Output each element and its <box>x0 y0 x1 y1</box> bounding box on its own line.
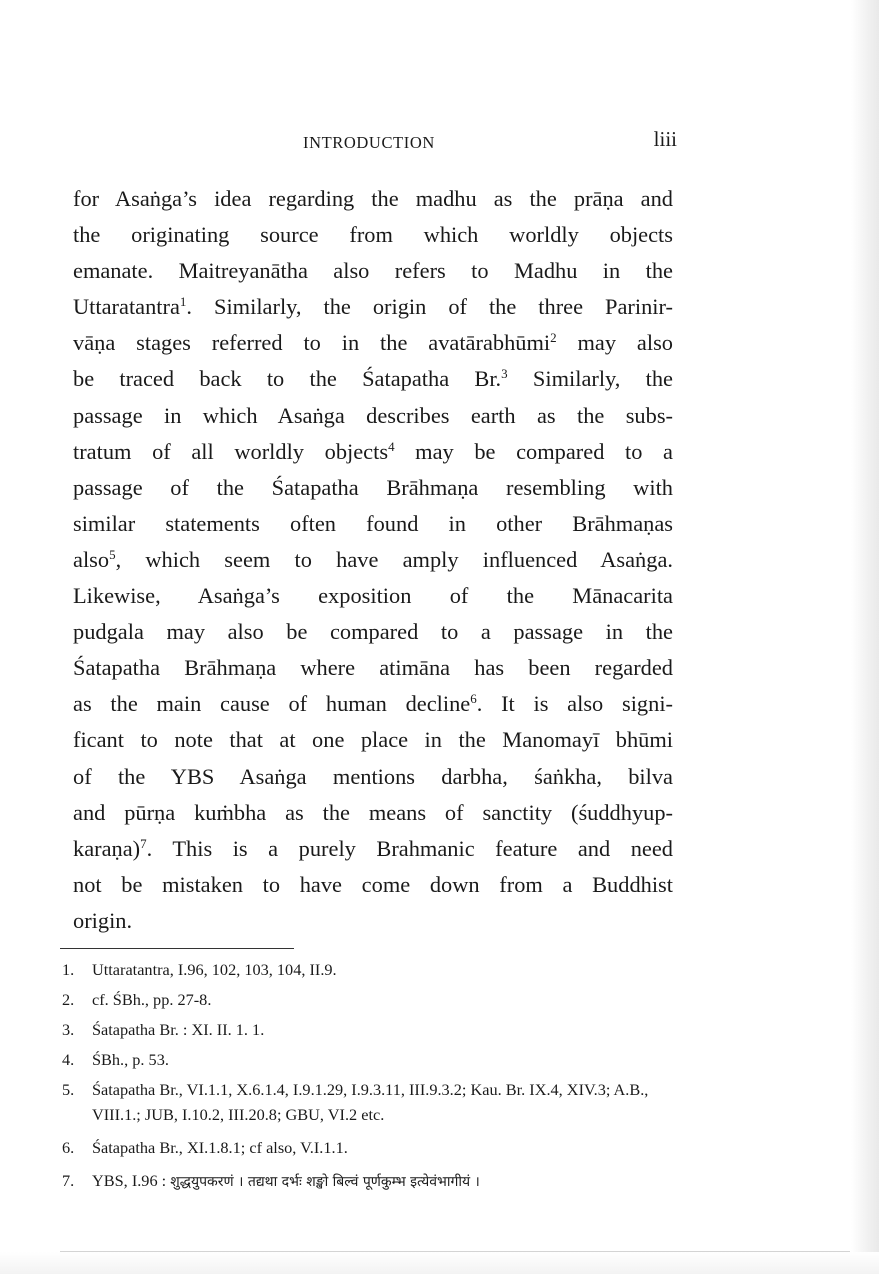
footnote-number: 3. <box>62 1020 75 1039</box>
footnote-ref: 4 <box>388 438 395 454</box>
body-line: Śatapatha Brāhmaṇa where atimāna has been regarded <box>73 655 673 681</box>
body-line: tratum of all worldly objects$^4$ may be compared to a <box>73 438 673 464</box>
footnote-item <box>62 1135 682 1160</box>
scan-page-edge <box>851 0 879 1274</box>
footnote-number: 7. <box>62 1171 75 1190</box>
running-title: INTRODUCTION <box>303 133 435 152</box>
footnote-citation: YBS, I.96 : <box>92 1171 171 1190</box>
footnote-ref: 1 <box>179 294 187 310</box>
body-line: Likewise, Asaṅga’s exposition of the Mānacarita <box>73 583 673 609</box>
body-line: pudgala may also be compared to a passage in the <box>73 619 673 645</box>
footnote-ref: 3 <box>501 366 508 382</box>
body-line: also$^5$, which seem to have amply influenced Asaṅga. <box>73 546 673 572</box>
footnote-item <box>62 987 682 1012</box>
body-line: the originating source from which worldly objects <box>73 222 673 248</box>
body-line: as the main cause of human decline$^6$. It is also signi- <box>73 691 674 717</box>
scan-bottom-edge <box>0 1252 879 1274</box>
footnote-text: Śatapatha Br., XI.1.8.1; cf also, V.I.1.1. <box>92 1138 348 1157</box>
footnote-ref: 7 <box>140 835 147 851</box>
body-line: emanate. Maitreyanātha also refers to Madhu in the <box>73 258 673 284</box>
body-line: vāṇa stages referred to in the avatārabhūmi$^2$ may also <box>73 330 673 356</box>
footnote-item <box>62 1077 682 1127</box>
body-line: passage in which Asaṅga describes earth as the subs- <box>73 402 673 428</box>
footnote-item <box>62 957 682 982</box>
page-number: liii <box>653 127 677 151</box>
body-line: of the YBS Asaṅga mentions darbha, śaṅkha, bilva <box>73 763 673 789</box>
footnote-ref: 6 <box>470 691 477 707</box>
footnote-number: 1. <box>62 960 75 979</box>
body-line: and pūrṇa kuṁbha as the means of sanctity (śuddhyup- <box>73 799 673 825</box>
footnote-item <box>62 1168 682 1195</box>
body-line: for Asaṅga’s idea regarding the madhu as the prāṇa and <box>73 186 673 211</box>
scan-bottom-rule <box>60 1251 850 1252</box>
footnote-text: Śatapatha Br., VI.1.1, X.6.1.4, I.9.1.29, I.9.3.11, III.9.3.2; Kau. Br. IX.4, XIV.3; A.B., VIII.1.; JUB, I.10.2, III.20.8; GBU, VI.2 etc. <box>92 1080 649 1124</box>
footnote-number: 6. <box>62 1138 75 1157</box>
footnote-separator <box>60 948 294 949</box>
footnote-item <box>62 1047 682 1072</box>
body-line: karaṇa)$^7$. This is a purely Brahmanic feature and need <box>73 835 673 861</box>
footnote-item <box>62 1017 682 1042</box>
body-line: Uttaratantra$^1$. Similarly, the origin of the three Parinir- <box>73 294 673 320</box>
footnotes-list <box>62 957 682 1200</box>
body-line-last: origin. <box>73 907 133 933</box>
footnote-ref: 5 <box>109 546 116 562</box>
footnote-number: 5. <box>62 1080 75 1099</box>
page-header <box>73 127 677 157</box>
footnote-ref: 2 <box>550 330 557 346</box>
footnote-text: Śatapatha Br. : XI. II. 1. 1. <box>92 1020 265 1039</box>
body-line: be traced back to the Śatapatha Br.$^3$ Similarly, the <box>73 366 673 392</box>
footnote-number: 4. <box>62 1050 75 1069</box>
footnote-text: ŚBh., p. 53. <box>92 1050 169 1069</box>
body-line: passage of the Śatapatha Brāhmaṇa resembling with <box>73 474 673 500</box>
footnote-number: 2. <box>62 990 75 1009</box>
footnote-text <box>92 1168 682 1195</box>
footnote-text: cf. ŚBh., pp. 27-8. <box>92 990 212 1009</box>
body-line: ficant to note that at one place in the Manomayī bhūmi <box>73 727 673 753</box>
body-line: not be mistaken to have come down from a Buddhist <box>73 871 673 897</box>
footnote-text: Uttaratantra, I.96, 102, 103, 104, II.9. <box>92 960 337 979</box>
devanagari-quote: शुद्धयुपकरणं । तद्यथा दर्भः शङ्खो बिल्वं पूर्णकुम्भ इत्येवंभागीयं । <box>170 1174 480 1190</box>
body-paragraph <box>73 181 673 939</box>
body-line: similar statements often found in other Brāhmaṇas <box>73 510 673 536</box>
